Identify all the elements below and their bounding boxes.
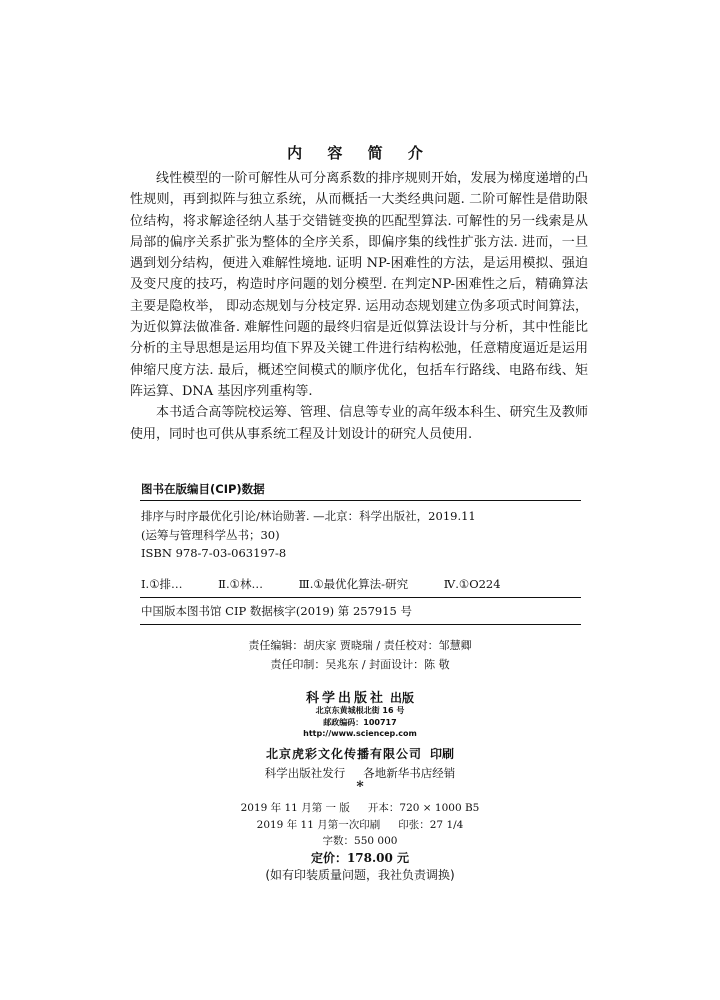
cip-isbn-line: ISBN 978-7-03-063197-8 — [141, 546, 287, 560]
cip-class-4: Ⅳ.①O224 — [443, 577, 501, 591]
abstract-paragraph-1: 线性模型的一阶可解性从可分离系数的排序规则开始，发展为梯度递增的凸性规则，再到拟阵与独立系统，从而概括一大类经典问题. 二阶可解性是借助限位结构，将求解途径纳人基于交错链变换的匹配型算法. 可解性的另一线索是从局部的偏序关系扩张为整体的全序关系，即偏序集的线性扩张方法. 进而，一旦遇到划分结构，便进入难解性境地. 证明 NP-困难性的方法，是运用模拟、强迫及变尺度的技巧，构造时序问题的划分模型. 在判定NP-困难性之后，精确算法主要是隐枚举， 即动态规划与分枝定界. 运用动态规划建立伪多项式时间算法，为近似算法做准备. 难解性问题的最终归宿是近似算法设计与分析，其中性能比分析的主导思想是运用均值下界及关键工件进行结构松弛，任意精度逼近是运用伸缩尺度方法. 最后，概述空间模式的顺序优化，包括车行路线、电路布线、矩阵运算、DNA 基因序列重构等. — [130, 171, 588, 399]
cip-series-line: (运筹与管理科学丛书；30) — [141, 528, 280, 542]
cip-class-3: Ⅲ.①最优化算法-研究 — [298, 577, 409, 591]
print-date: 2019 年 11 月第一次印刷 — [256, 819, 381, 831]
publisher-suffix: 出版 — [390, 691, 415, 705]
production-credits: 责任印制：吴兆东 / 封面设计：陈 敬 — [270, 658, 450, 671]
edition-line-2 — [0, 817, 720, 832]
cip-class-1: Ⅰ.①排… — [141, 577, 183, 591]
retailer: 各地新华书店经销 — [363, 766, 456, 780]
printer-line — [0, 745, 720, 762]
cip-middle-rule — [140, 597, 581, 598]
edition-date: 2019 年 11 月第 一 版 — [240, 802, 350, 814]
printer-name: 北京虎彩文化传播有限公司 — [265, 747, 422, 761]
separator-star: * — [356, 779, 364, 795]
cip-top-rule — [140, 500, 581, 501]
page-title: 内 容 简 介 — [287, 144, 433, 162]
publisher-website: http://www.sciencep.com — [303, 729, 417, 738]
cip-core-line: 中国版本图书馆 CIP 数据核字(2019) 第 257915 号 — [141, 604, 412, 618]
cip-bottom-rule — [140, 624, 581, 625]
quality-note: (如有印装质量问题，我社负责调换) — [265, 868, 455, 882]
print-sheets: 印张：27 1/4 — [398, 819, 464, 831]
cip-title-line: 排序与时序最优化引论/林诒勋著. —北京：科学出版社，2019.11 — [141, 509, 476, 523]
cip-heading: 图书在版编目(CIP)数据 — [141, 482, 265, 496]
price: 定价：178.00 元 — [310, 851, 410, 865]
publisher-name: 科学出版社 — [305, 691, 386, 706]
word-count: 字数：550 000 — [322, 835, 398, 847]
editor-credits: 责任编辑：胡庆家 贾晓瑞 / 责任校对：邹慧卿 — [248, 639, 472, 652]
printer-suffix: 印刷 — [430, 747, 455, 761]
distributor: 科学出版社发行 — [264, 766, 346, 780]
format-size: 开本：720 × 1000 B5 — [367, 802, 480, 814]
edition-line-1 — [0, 800, 720, 815]
publisher-line — [0, 687, 720, 706]
cip-class-2: Ⅱ.①林… — [218, 577, 263, 591]
abstract-section — [130, 168, 588, 445]
publisher-address: 北京东黄城根北街 16 号 — [315, 706, 405, 715]
cip-classification-line — [141, 576, 533, 592]
abstract-paragraph-2: 本书适合高等院校运筹、管理、信息等专业的高年级本科生、研究生及教师使用，同时也可供从事系统工程及计划设计的研究人员使用. — [130, 405, 588, 442]
publisher-postcode: 邮政编码：100717 — [323, 718, 397, 727]
